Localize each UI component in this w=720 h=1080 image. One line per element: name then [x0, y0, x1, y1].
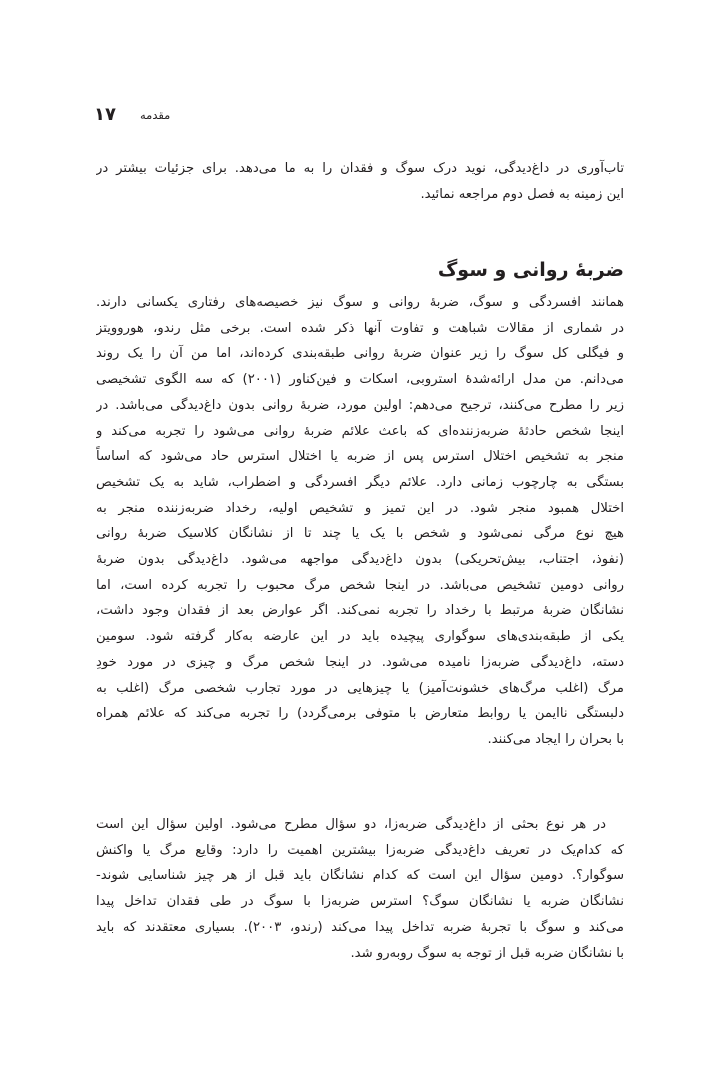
- body-paragraph-2: [96, 812, 624, 966]
- text-line: روانی دومین تشخیص می‌باشد. در اینجا شخص مرگ محبوب را تجربه کرده است، اما: [96, 577, 624, 593]
- text-line: با نشانگان ضربه قبل از توجه به سوگ روبه‌رو شد.: [350, 945, 624, 961]
- chapter-label: مقدمه: [140, 108, 171, 122]
- text-line: منجر به تشخیص اختلال استرس پس از ضربه یا اختلال استرس حاد می‌شود که اساساً: [96, 449, 624, 465]
- text-line: همانند افسردگی و سوگ، ضربهٔ روانی و سوگ نیز خصیصه‌های رفتاری یکسانی دارند.: [96, 295, 624, 310]
- text-line: دسته، داغ‌دیدگی ضربه‌زا نامیده می‌شود. در اینجا شخص مرگ و چیزی در مورد خودِ: [96, 654, 624, 670]
- text-line: می‌دانم. من مدل ارائه‌شدهٔ استروبی، اسکات و فین‌کناور (۲۰۰۱) که سه الگوی تشخیصی: [96, 372, 624, 388]
- text-line: نشانگان ضربهٔ مرتبط با رخداد را تجربه نمی‌کند. اگر عوارض بعد از فقدان وجود داشت،: [96, 603, 624, 619]
- text-line: تاب‌آوری در داغ‌دیدگی، نوید درک سوگ و فقدان را به ما می‌دهد. برای جزئیات بیشتر در: [96, 161, 624, 176]
- text-line: هیچ نوع مرگی نمی‌شود و شخص با یک یا چند تا از نشانگان کلاسیک ضربهٔ روانی: [96, 526, 624, 542]
- text-line: می‌کند و سوگ با تجربهٔ ضربه تداخل پیدا می‌کند (رندو، ۲۰۰۳). بسیاری معتقدند که باید: [96, 919, 624, 935]
- text-line: مرگ (اغلب مرگ‌های خشونت‌آمیز) یا چیزهایی در مورد تجارب شخصی مرگ (اغلب به: [96, 680, 624, 696]
- body-paragraph-1: [96, 290, 624, 753]
- page-number: ۱۷: [94, 104, 116, 125]
- section-heading: ضربهٔ روانی و سوگ: [437, 259, 624, 281]
- text-line: دلبستگی ناایمن یا روابط متعارض با متوفی برمی‌گردد) را تجربه می‌کند که علائم همراه: [96, 706, 624, 722]
- text-line: یکی از طبقه‌بندی‌های سوگواری پیچیده باید در این عارضه به‌کار گرفته شود. سومین: [96, 629, 624, 645]
- text-line: اختلال همبود منجر شود. در این تمیز و تشخیص اولیه، رخداد ضربه‌زننده منجر به: [96, 500, 624, 516]
- intro-paragraph: [96, 156, 624, 207]
- text-line: بستگی به چارچوب زمانی دارد. علائم دیگر افسردگی و اضطراب، شاید به یک تشخیص: [96, 474, 624, 490]
- text-line: سوگوار؟. دومین سؤال این است که کدام نشانگان باید قبل از هر چیز شناسایی شوند-: [96, 868, 624, 884]
- text-line: و فیگلی کل سوگ را زیر عنوان ضربهٔ روانی طبقه‌بندی کرده‌اند، اما من آن را یک روند: [96, 346, 624, 362]
- text-line: که کدام‌یک در تعریف داغ‌دیدگی ضربه‌زا بیشترین اهمیت را دارد: وقایع مرگ یا واکنش: [96, 842, 624, 858]
- text-line: با بحران را ایجاد می‌کنند.: [487, 731, 624, 747]
- text-line: اینجا شخص حادثهٔ ضربه‌زننده‌ای که باعث علائم ضربهٔ روانی می‌شود را تجربه می‌کند و: [96, 423, 624, 439]
- text-line: این زمینه به فصل دوم مراجعه نمائید.: [420, 186, 624, 202]
- running-header: [0, 104, 720, 128]
- text-line: در هر نوع بحثی از داغ‌دیدگی ضربه‌زا، دو سؤال مطرح می‌شود. اولین سؤال این است: [96, 817, 606, 832]
- text-line: نشانگان ضربه یا نشانگان سوگ؟ استرس ضربه‌زا با سوگ در طی فقدان تداخل پیدا: [96, 894, 624, 910]
- text-line: در شماری از مقالات شباهت و تفاوت آنها ذکر شده است. برخی مثل رندو، هوروویتز: [96, 320, 624, 336]
- text-line: (نفوذ، اجتناب، بیش‌تحریکی) بدون داغ‌دیدگی مواجهه می‌شود. داغ‌دیدگی بدون ضربهٔ: [96, 552, 624, 568]
- text-line: زیر را مطرح می‌کنند، ترجیح می‌دهم: اولین مورد، ضربهٔ روانی بدون داغ‌دیدگی می‌باشد. در: [96, 397, 624, 413]
